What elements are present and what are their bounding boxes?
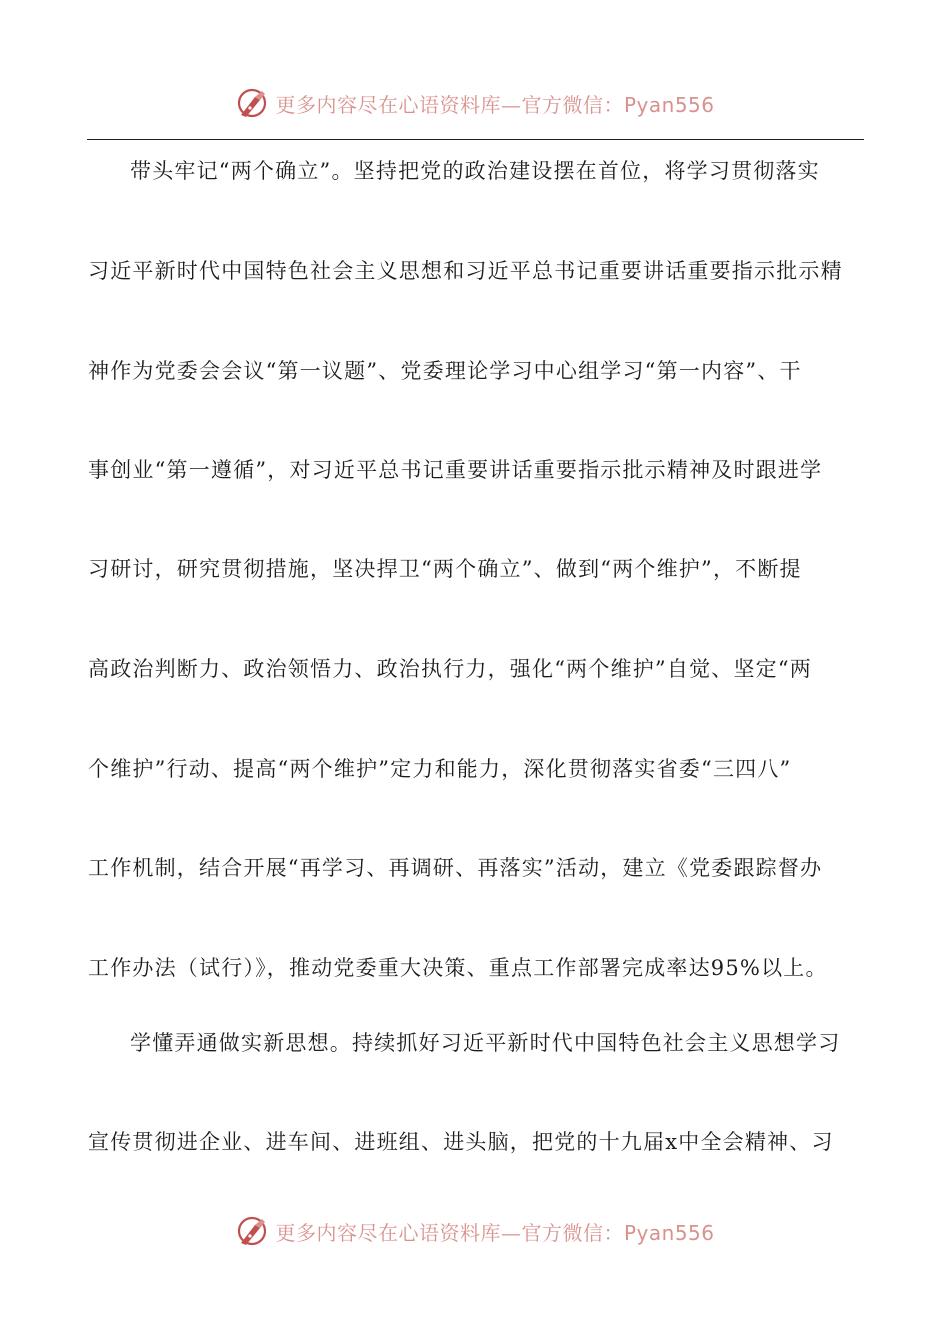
paragraph-line: 带头牢记“两个确立”。坚持把党的政治建设摆在首位，将学习贯彻落实 <box>130 159 820 183</box>
pen-nib-logo-icon <box>235 86 269 120</box>
pen-nib-logo-icon <box>235 1214 269 1248</box>
watermark-text: 更多内容尽在心语资料库—官方微信：Pyan556 <box>275 1220 715 1245</box>
paragraph-line: 习近平新时代中国特色社会主义思想和习近平总书记重要讲话重要指示批示精 <box>88 259 843 283</box>
paragraph-line: 事创业“第一遵循”，对习近平总书记重要讲话重要指示批示精神及时跟进学 <box>88 458 823 482</box>
paragraph-line: 工作办法（试行）》，推动党委重大决策、重点工作部署完成率达95%以上。 <box>88 956 828 980</box>
paragraph-line: 神作为党委会会议“第一议题”、党委理论学习中心组学习“第一内容”、干 <box>88 359 802 383</box>
paragraph-line: 高政治判断力、政治领悟力、政治执行力，强化“两个维护”自觉、坚定“两 <box>88 657 813 681</box>
paragraph-line: 宣传贯彻进企业、进车间、进班组、进头脑，把党的十九届x中全会精神、习 <box>88 1130 834 1154</box>
header-watermark <box>0 81 950 125</box>
paragraph-line: 学懂弄通做实新思想。持续抓好习近平新时代中国特色社会主义思想学习 <box>130 1031 841 1055</box>
paragraph-line: 工作机制，结合开展“再学习、再调研、再落实”活动，建立《党委跟踪督办 <box>88 856 823 880</box>
paragraph-line: 习研讨，研究贯彻措施，坚决捍卫“两个确立”、做到“两个维护”，不断提 <box>88 557 802 581</box>
footer-watermark <box>0 1209 950 1253</box>
watermark-text: 更多内容尽在心语资料库—官方微信：Pyan556 <box>275 92 715 117</box>
paragraph-line: 个维护”行动、提高“两个维护”定力和能力，深化贯彻落实省委“三四八” <box>88 757 792 781</box>
header-divider <box>87 139 864 140</box>
